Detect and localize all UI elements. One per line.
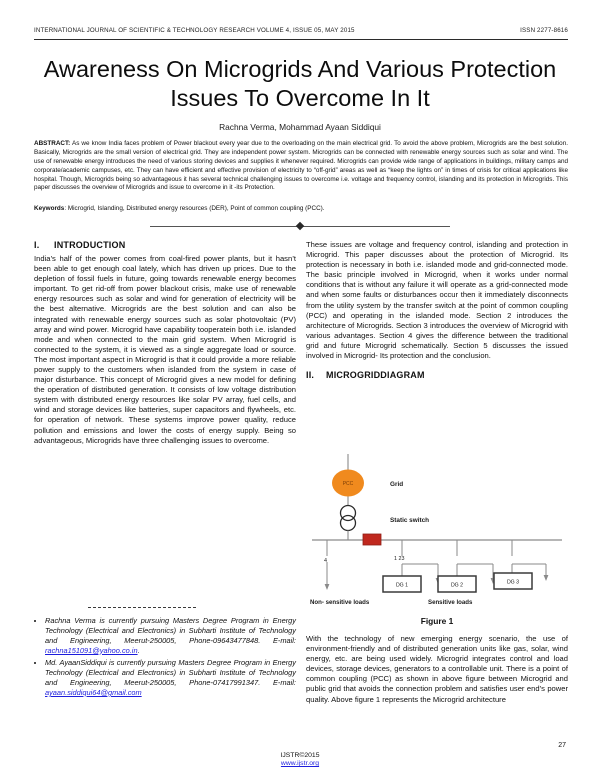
microgrid-diagram-svg bbox=[306, 452, 568, 610]
section-title: MICROGRIDDIAGRAM bbox=[326, 370, 425, 381]
dg1-label: DG 1 bbox=[395, 582, 409, 589]
abstract-block bbox=[34, 140, 568, 193]
static-switch-label: Static switch bbox=[390, 517, 430, 524]
microgrid-diagram bbox=[306, 452, 568, 610]
abstract-label: ABSTRACT: bbox=[34, 140, 71, 147]
footer-copyright: IJSTR©2015 bbox=[280, 752, 320, 759]
left-column bbox=[34, 240, 296, 446]
footnote-text-before: Rachna Verma is currently pursuing Masters Degree Program in Energy Technology (Electrical and Electronics) in Subharti Institute of Technology and Engineering, Meerut-250005, Phone-09643477848. E-mail: bbox=[45, 616, 296, 645]
nonsensitive-load-arrow-icon bbox=[325, 584, 330, 590]
after-figure-paragraph: With the technology of new emerging energy scenario, the use of environment-friendly and of distributed generation units like gas, solar, wind energy, etc. are being used widely. Microgrid integrates control and load devices, storage devices, generators to a controllable unit. There is a point of common coupling (PCC) as shown in above figure between Microgrid and public grid that avoids the connection problem and satisfies user end’s power quality. Above figure 1 represents the Microgrid architecture bbox=[306, 634, 568, 704]
running-head bbox=[34, 27, 568, 34]
footnote-separator bbox=[88, 607, 196, 608]
static-switch-block-icon bbox=[363, 534, 381, 545]
section-number: I. bbox=[34, 240, 40, 250]
section-divider bbox=[150, 222, 450, 231]
page-footer bbox=[0, 752, 600, 769]
list-item bbox=[45, 616, 296, 655]
keywords-label: Keywords bbox=[34, 205, 65, 212]
divider-diamond-icon bbox=[296, 222, 304, 230]
author-byline: Rachna Verma, Mohammad Ayaan Siddiqui bbox=[219, 122, 381, 132]
footnote-email-link[interactable]: ayaan.siddiqui64@gmail.com bbox=[45, 687, 142, 697]
pcc-label: PCC bbox=[342, 481, 354, 488]
dg2-label: DG 2 bbox=[450, 582, 464, 589]
running-head-left: INTERNATIONAL JOURNAL OF SCIENTIFIC & TECHNOLOGY RESEARCH VOLUME 4, ISSUE 05, MAY 2015 bbox=[34, 27, 355, 34]
nonsensitive-loads-label: Non- sensitive loads bbox=[310, 599, 370, 606]
intro-paragraph: India’s half of the power comes from coal-fired power plants, but it hasn’t been able to get enough coal lately, which has driven up prices. Due to the depletion of fossil fuels in future, going towards renewable energy becomes important. To get rid-off from power blackout crisis, make use of renewable energy resources such as solar and wind for generation of electricity will be the best alternative. Microgrids are the best solution and can also be integrated with renewable energy sources such as solar photovoltaic (PV) array and wind power. Microgrid have capability tooperatein both i.e. islanded mode and when connected to the main grid system. When Microgrid is connected to the system, it is viewed as a single aggregate load or source. The most important aspect in Microgrid is that it could provide a more reliable power supply to the customers when islanded from the system in case of major disturbance. This concept of Microgrid gives a new model for defining the operation of distributed generation. It consists of low voltage distribution system with distributed energy resources like solar PV array, fuel cells, and wind and storage devices like batteries, super capacitors and flywheels, etc. for operation of network. These systems improve power quality, reduce pollution and emissions and lower the costs of energy supply. Being so advantageous, Microgrids have three challenging issues to overcome. bbox=[34, 253, 296, 445]
keywords-block bbox=[34, 205, 568, 214]
footnote-email-link[interactable]: rachna151091@yahoo.co.in bbox=[45, 645, 138, 655]
dg3-label: DG 3 bbox=[506, 579, 520, 586]
transformer-coil-lower-icon bbox=[341, 516, 356, 531]
figure-caption: Figure 1 bbox=[420, 616, 454, 626]
header-divider bbox=[34, 39, 568, 40]
footer-website-link[interactable]: www.ijstr.org bbox=[280, 760, 320, 768]
list-item bbox=[45, 658, 296, 697]
page-number: 27 bbox=[558, 742, 566, 749]
page-title: Awareness On Microgrids And Various Protection Issues To Overcome In It bbox=[43, 56, 557, 111]
abstract-text: As we know India faces problem of Power blackout every year due to the overloading on the main electrical grid. To avoid the above problem, Microgrids are the best solution. Basically, Microgrids are the small version of electrical grid. They are independent power system. Microgrids can be connected with renewable energy sources such as solar and wind. The use of renewable energy introduces the need of various storing devices and supplies it whenever required. Microgrids can provide wide range of applications in buildings, military camps and corporate/academic campuses, etc. They can have efficient and effective provision of electricity to “off-grid” areas as well as “keep the lights on” in times of crisis for critical applications like hospital. Though, Microgrids being so advantageous it has several technical challenging issues to overcome i.e. voltage and frequency control, islanding and its protection in Microgrids. This paper discusses the overview of Microgrids and issue to overcome in it -its Protection. bbox=[34, 140, 568, 192]
right-intro-paragraph: These issues are voltage and frequency control, islanding and protection in Microgrid. This paper discusses about the protection of Microgrid. Its protection is necessary in both i.e. islanded mode and grid-connected mode. The basic principle involved in Microgrid, when it works under normal conditions that is without any failure it will operate as a grid-connected mode and when some faults or disturbances occur then it immediately disconnects from the utility system by the transfer switch at the point of common coupling (PCC) and operating in the islanded mode. Section 2 introduces the architecture of Microgrids. Section 3 introduces the overview of Microgrid with various advantages. Section 4 gives the difference between the traditional grid and future Microgrid schematically. Section 5 discusses the issued involved in Microgrid- Its protection and the conclusion. bbox=[306, 240, 568, 361]
keywords-text: : Microgrid, Islanding, Distributed energy resources (DER), Point of common coupling (PCC). bbox=[64, 205, 325, 212]
section-title: INTRODUCTION bbox=[54, 240, 126, 250]
footnote-text-after: . bbox=[137, 645, 140, 655]
footnote-text-before: Md. AyaanSiddiqui is currently pursuing Masters Degree Program in Energy Technology (Electrical and Electronics) in Subharti Institute of Technology and Engineering, Meerut-250005, Phone-07417991347. E-mail: bbox=[45, 658, 296, 688]
mark-left-label: 4 bbox=[324, 558, 327, 564]
sensitive-loads-label: Sensitive loads bbox=[428, 599, 473, 606]
mark-mid-label: 1 23 bbox=[394, 556, 405, 562]
section-heading-introduction bbox=[34, 240, 296, 252]
dg3-load-arrow-icon bbox=[544, 575, 549, 581]
right-column bbox=[306, 240, 568, 384]
footnote-list bbox=[34, 616, 296, 698]
section-heading-microgrid-diagram bbox=[306, 370, 568, 382]
grid-label: Grid bbox=[390, 481, 404, 488]
running-head-issn: ISSN 2277-8616 bbox=[520, 27, 568, 34]
author-footnotes bbox=[34, 607, 296, 701]
section-number: II. bbox=[306, 370, 315, 381]
